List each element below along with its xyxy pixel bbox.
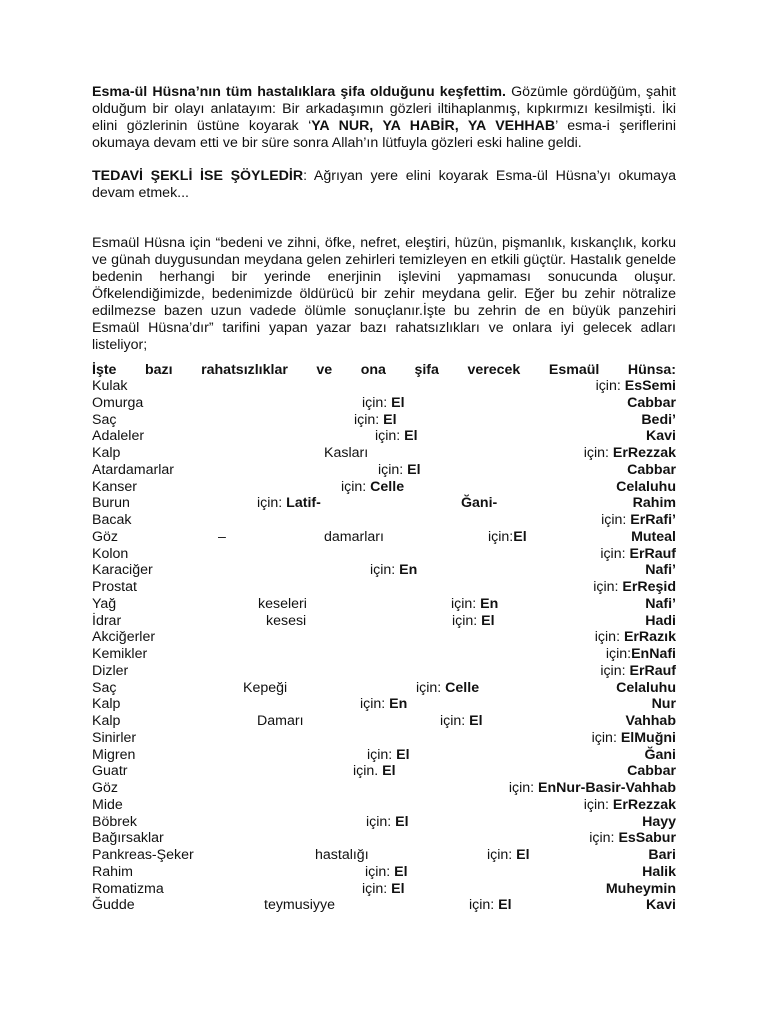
list-cell — [626, 713, 676, 730]
cell-text: Akciğerler — [92, 629, 156, 646]
cell-text: Bacak — [92, 512, 132, 528]
esma-name: EsSemi — [624, 378, 676, 394]
esma-name: Halik — [642, 863, 676, 880]
list-header-word: Hünsa: — [627, 362, 676, 378]
list-cell — [645, 562, 676, 579]
list-row — [92, 780, 676, 797]
ailment-name — [92, 479, 137, 496]
ailment-name — [92, 814, 137, 831]
ailment-name — [92, 546, 128, 563]
ailment-name — [92, 696, 120, 713]
cell-text: Karaciğer — [92, 562, 153, 579]
list-cell — [469, 897, 512, 914]
esma-name: Muheymin — [605, 880, 676, 897]
esma-name: En — [389, 696, 408, 713]
cell-text: Prostat — [92, 579, 137, 595]
list-cell — [266, 613, 306, 630]
esma-name: Vahhab — [625, 713, 676, 729]
list-cell — [362, 881, 405, 898]
list-cell — [341, 479, 404, 496]
ailment-name — [92, 663, 128, 680]
list-row — [92, 847, 676, 864]
ailment-name — [92, 512, 131, 529]
list-header-word: bazı — [144, 362, 173, 378]
intro-heading: Esma-ül Hüsna’nın tüm hastalıklara şifa olduğunu keşfettim. — [92, 84, 506, 100]
esma-name: Celaluhu — [616, 478, 676, 495]
cell-text: Adaleler — [92, 428, 145, 445]
list-row — [92, 730, 676, 747]
list-cell — [627, 763, 676, 780]
ailment-name — [92, 830, 164, 847]
treatment-paragraph — [92, 168, 676, 202]
list-cell — [641, 412, 676, 429]
list-row — [92, 445, 676, 462]
esma-name: ErRauf — [629, 545, 676, 562]
cell-text: – — [218, 528, 226, 545]
list-cell — [645, 613, 676, 630]
esma-name: El — [394, 863, 408, 880]
ailment-name — [92, 730, 136, 747]
list-row — [92, 512, 676, 529]
ailment-name — [92, 495, 130, 512]
cell-text: Mide — [92, 796, 123, 813]
esma-name: EnNafi — [631, 646, 676, 662]
list-row — [92, 529, 676, 546]
list-cell — [509, 780, 676, 797]
cell-text: Kalp — [92, 445, 121, 461]
list-cell — [353, 763, 396, 780]
list-header-word: ona — [360, 362, 386, 378]
cell-text: Sinirler — [92, 729, 137, 746]
esma-name: ErRezzak — [612, 796, 676, 813]
list-row — [92, 881, 676, 898]
ailment-name — [92, 713, 120, 730]
ailment-name — [92, 596, 116, 613]
list-row — [92, 462, 676, 479]
ailment-name — [92, 881, 164, 898]
ailment-name — [92, 613, 121, 630]
list-cell — [642, 814, 676, 831]
cell-text: Ğudde — [92, 897, 135, 914]
list-cell — [258, 596, 307, 613]
list-cell — [257, 713, 304, 730]
esma-name: ErRazık — [623, 629, 676, 646]
esma-name: Celaluhu — [616, 679, 676, 696]
cell-text: için. — [353, 763, 383, 780]
ailment-name — [92, 680, 116, 697]
ailment-list — [92, 378, 676, 914]
list-row — [92, 629, 676, 646]
list-row — [92, 562, 676, 579]
list-cell — [596, 378, 676, 395]
list-row — [92, 579, 676, 596]
list-header-word: şifa — [414, 362, 439, 378]
list-cell — [354, 412, 397, 429]
list-row — [92, 897, 676, 914]
cell-text: için: — [593, 579, 623, 595]
esma-name: El — [407, 461, 421, 478]
document-page — [92, 84, 676, 914]
list-row — [92, 747, 676, 764]
ailment-name — [92, 646, 147, 663]
cell-text: için: — [416, 679, 446, 696]
cell-text: için: — [589, 830, 619, 847]
cell-text: Böbrek — [92, 813, 137, 830]
cell-text: Saç — [92, 411, 117, 428]
list-row — [92, 596, 676, 613]
esma-name: ElMuğni — [620, 729, 676, 746]
cell-text: için: — [360, 696, 390, 713]
cell-text: Damarı — [257, 713, 304, 729]
ailment-name — [92, 462, 174, 479]
cell-text: Kepeği — [243, 679, 288, 696]
list-row — [92, 680, 676, 697]
esma-name: ErReşid — [622, 579, 676, 595]
cell-text: Dizler — [92, 662, 129, 679]
ailment-name — [92, 897, 135, 914]
list-row — [92, 378, 676, 395]
ailment-name — [92, 378, 128, 395]
esma-name: Cabbar — [627, 461, 676, 478]
esma-name: Latif- — [286, 495, 321, 512]
ailment-name — [92, 780, 118, 797]
esma-name: Cabbar — [627, 394, 676, 411]
cell-text: Kalp — [92, 696, 121, 713]
ailment-name — [92, 445, 120, 462]
esma-name: En — [399, 562, 418, 579]
cell-text: için: — [257, 495, 287, 512]
list-cell — [631, 529, 676, 546]
cell-text: için: — [594, 629, 624, 646]
esma-name: El — [469, 713, 483, 729]
list-cell — [370, 562, 417, 579]
cell-text: keseleri — [258, 595, 307, 612]
cell-text: için: — [365, 863, 395, 880]
cell-text: Göz — [92, 780, 119, 796]
list-cell — [595, 629, 676, 646]
cell-text: için: — [362, 394, 392, 411]
list-cell — [375, 428, 418, 445]
cell-text: için: — [583, 445, 613, 461]
cell-text: Kulak — [92, 378, 128, 394]
esma-name: El — [498, 897, 512, 914]
list-row — [92, 546, 676, 563]
list-cell — [600, 546, 676, 563]
list-cell — [218, 529, 226, 546]
list-row — [92, 395, 676, 412]
ailment-name — [92, 864, 133, 881]
esma-name: El — [395, 813, 409, 830]
esma-name: Nafi’ — [645, 595, 676, 612]
list-header-word: verecek — [467, 362, 521, 378]
cell-text: Romatizma — [92, 880, 164, 897]
esma-name: Muteal — [631, 528, 676, 545]
list-cell — [644, 747, 676, 764]
list-cell — [642, 864, 676, 881]
list-row — [92, 495, 676, 512]
esma-name: Hayy — [642, 813, 676, 830]
list-cell — [324, 445, 368, 462]
esma-name: El — [516, 847, 530, 863]
list-cell — [451, 596, 498, 613]
cell-text: için: — [366, 813, 396, 830]
cell-text: için: — [508, 780, 539, 796]
cell-text: damarları — [324, 528, 384, 545]
intro-esma: YA NUR, YA HABİR, YA VEHHAB — [311, 118, 556, 134]
esma-name: Bedi’ — [641, 411, 676, 428]
esma-name: Ğani- — [461, 495, 498, 512]
esma-name: El — [481, 612, 495, 629]
list-header-word: ve — [316, 362, 333, 378]
cell-text: için: — [378, 461, 408, 478]
ailment-name — [92, 629, 155, 646]
cell-text: Kemikler — [92, 646, 148, 662]
esma-name: Nur — [651, 696, 676, 713]
cell-text: Kanser — [92, 478, 137, 495]
list-cell — [440, 713, 483, 730]
list-cell — [315, 847, 369, 864]
list-cell — [627, 395, 676, 412]
list-cell — [366, 814, 409, 831]
list-cell — [592, 730, 676, 747]
cell-text: için: — [601, 512, 631, 528]
ailment-name — [92, 395, 143, 412]
list-cell — [652, 696, 676, 713]
ailment-name — [92, 747, 135, 764]
list-row — [92, 412, 676, 429]
esma-name: Nafi’ — [645, 562, 676, 579]
cell-text: için: — [452, 612, 482, 629]
treatment-heading: TEDAVİ ŞEKLİ İSE ŞÖYLEDİR — [92, 168, 304, 184]
cell-text: için: — [367, 746, 397, 763]
ailment-name — [92, 847, 194, 864]
list-cell — [646, 428, 676, 445]
list-row — [92, 696, 676, 713]
cell-text: kesesi — [266, 612, 307, 629]
list-row — [92, 830, 676, 847]
list-cell — [367, 747, 410, 764]
list-header — [92, 362, 676, 378]
list-header-word: rahatsızlıklar — [201, 362, 288, 378]
list-cell — [416, 680, 479, 697]
cell-text: Guatr — [92, 763, 128, 780]
cell-text: Göz — [92, 528, 119, 545]
list-cell — [633, 495, 676, 512]
cell-text: Saç — [92, 679, 117, 696]
ailment-name — [92, 579, 137, 596]
esma-name: El — [513, 528, 527, 545]
cell-text: hastalığı — [315, 847, 369, 863]
cell-text: Kasları — [324, 445, 369, 461]
cell-text: için: — [600, 545, 630, 562]
cell-text: Pankreas-Şeker — [92, 847, 194, 863]
cell-text: için: — [370, 562, 400, 579]
intro-text: Gözümle gördüğüm, şahit olduğum bir olayı anlatayım: Bir arkadaşımın gözleri iltihaplanmış, kıpkırmızı kesilmişti. İki elini gözlerinin üstüne koyarak ‘ — [92, 84, 676, 134]
list-cell — [378, 462, 421, 479]
cell-text: için: — [341, 478, 371, 495]
esma-name: El — [382, 763, 396, 780]
list-header-word: İşte — [92, 362, 117, 378]
treatment-text: : Ağrıyan yere elini koyarak Esma-ül Hüsna’yı okumaya devam etmek... — [92, 168, 676, 201]
esma-name: El — [383, 411, 397, 428]
list-cell — [616, 680, 676, 697]
list-row — [92, 646, 676, 663]
cell-text: İdrar — [92, 612, 122, 629]
list-row — [92, 797, 676, 814]
list-cell — [600, 663, 676, 680]
esma-name: Hadi — [645, 612, 676, 629]
list-row — [92, 814, 676, 831]
cell-text: için: — [605, 646, 632, 662]
cell-text: Kolon — [92, 545, 129, 562]
list-cell — [243, 680, 287, 697]
intro-paragraph — [92, 84, 676, 152]
list-cell — [601, 512, 676, 529]
esma-name: EnNur-Basir-Vahhab — [538, 780, 676, 796]
list-cell — [606, 881, 676, 898]
list-row — [92, 479, 676, 496]
list-row — [92, 613, 676, 630]
esma-name: ErRauf — [629, 662, 676, 679]
list-cell — [606, 646, 676, 663]
cell-text: teymusiyye — [264, 897, 335, 914]
cell-text: Kalp — [92, 713, 121, 729]
list-cell — [487, 847, 530, 864]
cell-text: için: — [487, 847, 517, 863]
esma-name: El — [391, 394, 405, 411]
intro-text-end: ’ esma-i şeriflerini okumaya devam etti ve bir süre sonra Allah’ın lütfuyla gözleri eski haline geldi. — [92, 118, 676, 151]
esma-name: Cabbar — [627, 763, 676, 780]
cell-text: için: — [488, 528, 514, 545]
cell-text: için: — [451, 595, 481, 612]
esma-name: El — [391, 880, 405, 897]
list-cell — [452, 613, 495, 630]
list-cell — [584, 445, 676, 462]
list-cell — [365, 864, 408, 881]
cell-text: için: — [354, 411, 384, 428]
ailment-name — [92, 412, 116, 429]
list-cell — [627, 462, 676, 479]
list-row — [92, 428, 676, 445]
esma-name: ErRafi’ — [630, 512, 676, 528]
esma-name: Rahim — [632, 495, 676, 512]
list-cell — [645, 596, 676, 613]
cell-text: için: — [362, 880, 392, 897]
list-cell — [646, 897, 676, 914]
list-cell — [362, 395, 405, 412]
ailment-name — [92, 763, 127, 780]
cell-text: için: — [440, 713, 470, 729]
cell-text: Atardamarlar — [92, 461, 175, 478]
list-cell — [488, 529, 527, 546]
list-header-word: Esmaül — [548, 362, 600, 378]
esma-name: Celle — [370, 478, 405, 495]
esma-name: El — [396, 746, 410, 763]
list-row — [92, 864, 676, 881]
list-cell — [593, 579, 676, 596]
list-row — [92, 713, 676, 730]
cell-text: için: — [600, 662, 630, 679]
ailment-name — [92, 562, 153, 579]
cell-text: Burun — [92, 495, 130, 512]
esma-name: Bari — [648, 847, 676, 863]
cell-text: için: — [583, 796, 613, 813]
cell-text: Bağırsaklar — [92, 830, 164, 847]
esma-name: Kavi — [646, 428, 676, 445]
esma-name: Ğani — [644, 746, 676, 763]
esma-name: ErRezzak — [612, 445, 676, 461]
cell-text: Yağ — [92, 595, 117, 612]
cell-text: Rahim — [92, 863, 133, 880]
cell-text: için: — [595, 378, 625, 394]
ailment-name — [92, 428, 144, 445]
esma-name: Kavi — [646, 897, 676, 914]
esma-name: En — [480, 595, 499, 612]
cell-text: için: — [591, 729, 621, 746]
list-row — [92, 763, 676, 780]
cell-text: Migren — [92, 746, 136, 763]
list-cell — [324, 529, 384, 546]
list-cell — [584, 797, 676, 814]
cell-text: için: — [469, 897, 499, 914]
list-cell — [360, 696, 407, 713]
list-cell — [461, 495, 497, 512]
cell-text: Omurga — [92, 394, 144, 411]
description-paragraph: Esmaül Hüsna için “bedeni ve zihni, öfke, nefret, eleştiri, hüzün, pişmanlık, kıskançlık, korku ve günah duygusundan meydana gelen zehirleri temizleyen en etkili güçtür. Hastalık genelde bedenin herhangi bir yerinde enerjinin işlevini yapmaması sonucunda oluşur. Öfkelendiğimizde, bedenimizde öldürücü bir zehir meydana gelir. Eğer bu zehir nötralize edilmezse bazen uzun vadede ölümle sonuçlanır.İşte bu zehrin de en büyük panzehiri Esmaül Hüsna’dır” tarifini yapan yazar bazı rahatsızlıkları ve onlara iyi gelecek adları listeliyor; — [92, 235, 676, 353]
list-cell — [616, 479, 676, 496]
list-cell — [589, 830, 676, 847]
cell-text: için: — [375, 428, 405, 445]
list-row — [92, 663, 676, 680]
list-cell — [264, 897, 335, 914]
list-cell — [648, 847, 676, 864]
ailment-name — [92, 797, 123, 814]
esma-name: Celle — [445, 679, 480, 696]
ailment-name — [92, 529, 118, 546]
esma-name: EsSabur — [618, 830, 676, 847]
list-cell — [257, 495, 321, 512]
esma-name: El — [404, 428, 418, 445]
